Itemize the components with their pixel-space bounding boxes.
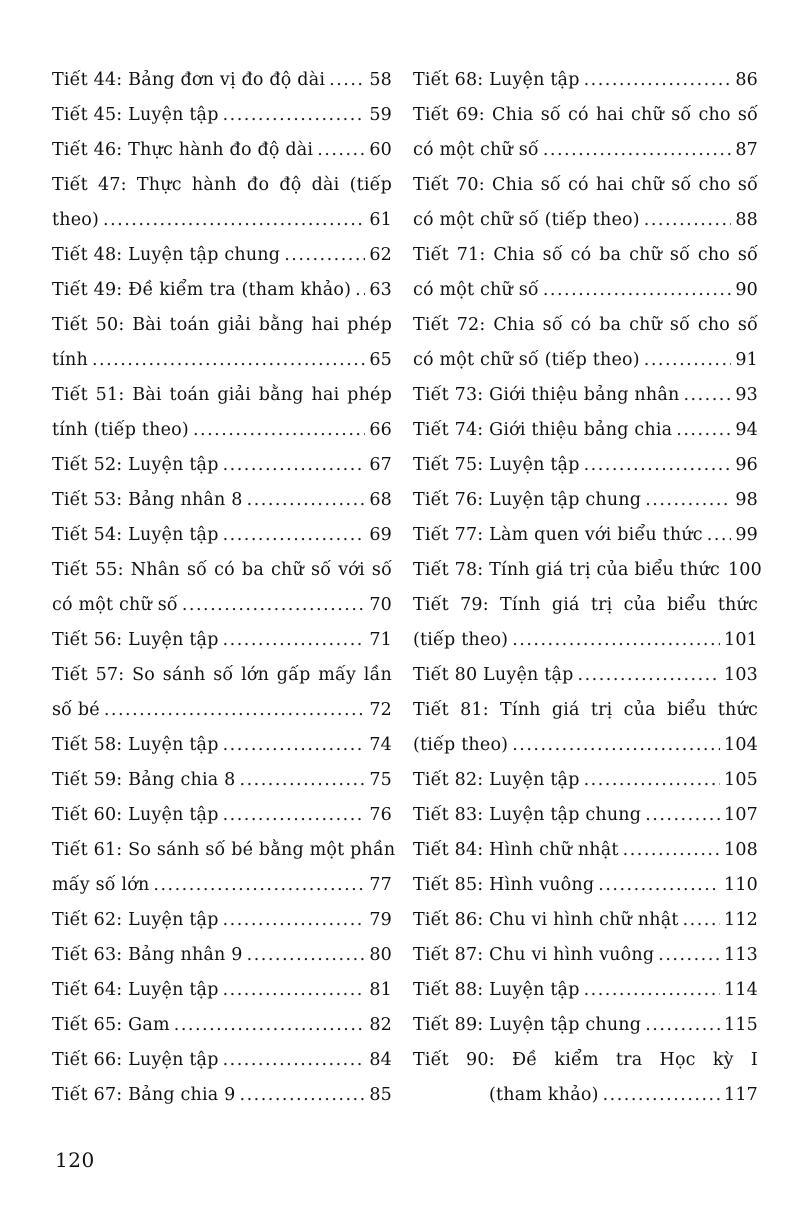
- toc-entry-page: 105: [723, 770, 758, 790]
- toc-entry-line: [413, 1043, 758, 1078]
- toc-entry-page: 60: [369, 140, 392, 160]
- toc-entry-page: 110: [723, 875, 758, 895]
- toc-entry-title: Tiết 57: So sánh số lớn gấp mấy lần: [52, 665, 392, 685]
- toc-entry: [52, 938, 392, 973]
- toc-entry-title: Tiết 61: So sánh số bé bằng một phần: [52, 840, 396, 860]
- toc-entry-page: 74: [369, 735, 392, 755]
- toc-entry-page: 77: [369, 875, 392, 895]
- toc-entry: [52, 973, 392, 1008]
- toc-entry-title-continued: (tiếp theo): [413, 735, 509, 755]
- toc-entry: [413, 693, 758, 763]
- toc-left-column: [52, 63, 396, 1113]
- toc-entry-title: Tiết 64: Luyện tập: [52, 980, 219, 1000]
- toc-entry: [413, 308, 758, 378]
- toc-entry-page: 59: [369, 105, 392, 125]
- toc-entry: [52, 378, 392, 448]
- toc-entry-line: [413, 133, 758, 168]
- toc-entry-page: 113: [723, 945, 758, 965]
- dot-leader: [355, 273, 365, 308]
- toc-entry-page: 67: [369, 455, 392, 475]
- toc-entry-page: 61: [369, 210, 392, 230]
- dot-leader: [223, 728, 366, 763]
- dot-leader: [329, 63, 365, 98]
- toc-entry-title: Tiết 62: Luyện tập: [52, 910, 219, 930]
- toc-entry-page: 99: [735, 525, 758, 545]
- dot-leader: [174, 1008, 366, 1043]
- toc-entry-line: [52, 133, 392, 168]
- toc-entry-line: [413, 63, 758, 98]
- toc-entry-page: 104: [723, 735, 758, 755]
- toc-entry-page: 82: [369, 1015, 392, 1035]
- toc-entry-title: Tiết 56: Luyện tập: [52, 630, 219, 650]
- toc-entry-page: 63: [369, 280, 392, 300]
- toc-entry-title-continued: (tiếp theo): [413, 630, 509, 650]
- toc-entry: [52, 168, 392, 238]
- dot-leader: [543, 273, 732, 308]
- toc-entry-title: Tiết 70: Chia số có hai chữ số cho số: [413, 175, 758, 195]
- toc-entry-line: [413, 483, 758, 518]
- toc-entry-line: [52, 98, 392, 133]
- toc-entry-page: 90: [735, 280, 758, 300]
- toc-entry-line: [413, 448, 758, 483]
- toc-entry-title-continued: mấy số lớn: [52, 875, 150, 895]
- toc-entry-line: [413, 1078, 758, 1113]
- toc-entry-page: 114: [723, 980, 758, 1000]
- toc-entry-line: [52, 238, 392, 273]
- toc-entry-line: [413, 308, 758, 343]
- dot-leader: [512, 623, 720, 658]
- toc-entry-title: Tiết 82: Luyện tập: [413, 770, 580, 790]
- dot-leader: [223, 903, 366, 938]
- dot-leader: [240, 1078, 366, 1113]
- toc-entry-line: [413, 763, 758, 798]
- dot-leader: [645, 1008, 720, 1043]
- toc-entry-title: Tiết 79: Tính giá trị của biểu thức: [413, 595, 758, 615]
- toc-entry: [413, 938, 758, 973]
- toc-entry-title-continued: có một chữ số: [52, 595, 178, 615]
- toc-entry-line: [52, 798, 392, 833]
- toc-entry: [413, 518, 758, 553]
- toc-entry: [413, 168, 758, 238]
- toc-entry: [413, 973, 758, 1008]
- toc-entry-page: 85: [369, 1085, 392, 1105]
- toc-entry-line: [413, 623, 758, 658]
- toc-entry: [52, 798, 392, 833]
- toc-entry-title: Tiết 67: Bảng chia 9: [52, 1085, 236, 1105]
- dot-leader: [247, 483, 366, 518]
- dot-leader: [182, 588, 366, 623]
- toc-entry-title: Tiết 75: Luyện tập: [413, 455, 580, 475]
- dot-leader: [707, 518, 732, 553]
- toc-entry-page: 100: [727, 560, 762, 580]
- toc-entry-title: Tiết 86: Chu vi hình chữ nhật: [413, 910, 679, 930]
- toc-entry-line: [52, 833, 396, 868]
- toc-entry-line: [413, 1008, 758, 1043]
- toc-entry-page: 93: [735, 385, 758, 405]
- toc-entry-line: [413, 238, 758, 273]
- dot-leader: [92, 343, 365, 378]
- toc-entry-page: 76: [369, 805, 392, 825]
- dot-leader: [645, 798, 720, 833]
- toc-entry-line: [52, 1078, 392, 1113]
- toc-entry-page: 117: [723, 1085, 758, 1105]
- toc-entry-title: Tiết 50: Bài toán giải bằng hai phép: [52, 315, 392, 335]
- toc-entry-title-continued: có một chữ số: [413, 280, 539, 300]
- dot-leader: [584, 448, 732, 483]
- toc-entry-line: [52, 1043, 392, 1078]
- toc-entry-line: [413, 518, 758, 553]
- toc-entry-line: [413, 413, 758, 448]
- toc-entry-line: [413, 553, 762, 588]
- toc-entry-page: 71: [369, 630, 392, 650]
- toc-entry-page: 112: [723, 910, 758, 930]
- dot-leader: [644, 343, 732, 378]
- dot-leader: [223, 98, 366, 133]
- dot-leader: [603, 1078, 720, 1113]
- toc-entry-line: [52, 273, 392, 308]
- toc-entry-title: Tiết 55: Nhân số có ba chữ số với số: [52, 560, 392, 580]
- toc-entry-line: [52, 63, 392, 98]
- toc-entry-line: [413, 868, 758, 903]
- toc-entry-title: Tiết 58: Luyện tập: [52, 735, 219, 755]
- toc-entry-line: [52, 518, 392, 553]
- dot-leader: [598, 868, 720, 903]
- toc-entry-page: 94: [735, 420, 758, 440]
- toc-entry-title: Tiết 54: Luyện tập: [52, 525, 219, 545]
- toc-entry: [52, 448, 392, 483]
- dot-leader: [223, 448, 366, 483]
- toc-entry-title: Tiết 87: Chu vi hình vuông: [413, 945, 655, 965]
- toc-entry-line: [413, 98, 758, 133]
- toc-entry-title: Tiết 89: Luyện tập chung: [413, 1015, 642, 1035]
- toc-entry: [52, 903, 392, 938]
- dot-leader: [284, 238, 365, 273]
- toc-entry-line: [52, 308, 392, 343]
- dot-leader: [644, 203, 732, 238]
- toc-entry-title: Tiết 69: Chia số có hai chữ số cho số: [413, 105, 758, 125]
- toc-entry-page: 81: [369, 980, 392, 1000]
- toc-entry-title-continued: có một chữ số (tiếp theo): [413, 350, 640, 370]
- page-number: 120: [55, 1148, 95, 1172]
- dot-leader: [153, 868, 365, 903]
- toc-entry-line: [52, 623, 392, 658]
- toc-entry: [52, 1043, 392, 1078]
- toc-entry-line: [413, 903, 758, 938]
- toc-entry-title: Tiết 46: Thực hành đo độ dài: [52, 140, 314, 160]
- toc-entry-title: Tiết 68: Luyện tập: [413, 70, 580, 90]
- toc-entry-line: [52, 168, 392, 203]
- toc-entry-line: [413, 203, 758, 238]
- dot-leader: [683, 903, 720, 938]
- toc-entry-title: Tiết 90: Đề kiểm tra Học kỳ I: [413, 1050, 758, 1070]
- toc-entry-title: Tiết 59: Bảng chia 8: [52, 770, 236, 790]
- toc-entry-title: Tiết 60: Luyện tập: [52, 805, 219, 825]
- toc-entry-line: [413, 658, 758, 693]
- toc-entry-line: [413, 273, 758, 308]
- toc-entry-line: [413, 378, 758, 413]
- toc-entry: [52, 728, 392, 763]
- toc-entry-page: 68: [369, 490, 392, 510]
- toc-entry-line: [413, 973, 758, 1008]
- toc-entry-title: Tiết 76: Luyện tập chung: [413, 490, 642, 510]
- toc-entry-title-continued: có một chữ số: [413, 140, 539, 160]
- toc-entry: [52, 308, 392, 378]
- toc-entry-page: 101: [723, 630, 758, 650]
- toc-entry-page: 79: [369, 910, 392, 930]
- toc-entry-title: Tiết 72: Chia số có ba chữ số cho số: [413, 315, 758, 335]
- toc-entry: [52, 833, 396, 903]
- toc-entry: [413, 903, 758, 938]
- toc-entry: [413, 413, 758, 448]
- toc-entry-title: Tiết 71: Chia số có ba chữ số cho số: [413, 245, 758, 265]
- toc-entry-page: 84: [369, 1050, 392, 1070]
- toc-entry-line: [52, 693, 392, 728]
- dot-leader: [578, 658, 720, 693]
- toc-entry-line: [52, 1008, 392, 1043]
- dot-leader: [104, 693, 366, 728]
- toc-entry-line: [52, 938, 392, 973]
- toc-entry-page: 96: [735, 455, 758, 475]
- toc-entry-line: [52, 203, 392, 238]
- toc-entry: [413, 763, 758, 798]
- dot-leader: [584, 63, 732, 98]
- dot-leader: [584, 973, 720, 1008]
- toc-entry-line: [52, 868, 392, 903]
- toc-entry-title-continued: tính: [52, 350, 88, 370]
- toc-entry-title: Tiết 81: Tính giá trị của biểu thức: [413, 700, 758, 720]
- toc-entry-title: Tiết 83: Luyện tập chung: [413, 805, 642, 825]
- toc-entry-page: 115: [723, 1015, 758, 1035]
- dot-leader: [623, 833, 720, 868]
- toc-entry: [413, 1008, 758, 1043]
- toc-entry-page: 66: [369, 420, 392, 440]
- toc-entry: [52, 1008, 392, 1043]
- toc-entry-page: 69: [369, 525, 392, 545]
- toc-entry-line: [52, 448, 392, 483]
- toc-entry-line: [52, 553, 392, 588]
- toc-entry: [52, 238, 392, 273]
- toc-entry-line: [413, 938, 758, 973]
- dot-leader: [223, 518, 366, 553]
- dot-leader: [193, 413, 365, 448]
- dot-leader: [543, 133, 732, 168]
- toc-entry: [413, 868, 758, 903]
- dot-leader: [247, 938, 366, 973]
- dot-leader: [223, 623, 366, 658]
- toc-entry: [413, 378, 758, 413]
- dot-leader: [658, 938, 720, 973]
- toc-entry-title: Tiết 80 Luyện tập: [413, 665, 574, 685]
- toc-entry-title: Tiết 85: Hình vuông: [413, 875, 595, 895]
- toc-entry: [52, 553, 392, 623]
- toc-entry-title: Tiết 73: Giới thiệu bảng nhân: [413, 385, 680, 405]
- toc-entry: [413, 448, 758, 483]
- toc-entry-page: 58: [369, 70, 392, 90]
- toc-entry-page: 75: [369, 770, 392, 790]
- toc-entry: [413, 833, 758, 868]
- toc-entry-page: 107: [723, 805, 758, 825]
- toc-entry-title: Tiết 66: Luyện tập: [52, 1050, 219, 1070]
- toc-entry: [52, 658, 392, 728]
- dot-leader: [223, 973, 366, 1008]
- toc-entry-title: Tiết 51: Bài toán giải bằng hai phép: [52, 385, 392, 405]
- toc-entry-title-continued: số bé: [52, 700, 100, 720]
- dot-leader: [103, 203, 365, 238]
- toc-entry-line: [413, 343, 758, 378]
- toc-entry: [52, 63, 392, 98]
- toc-entry-title: Tiết 47: Thực hành đo độ dài (tiếp: [52, 175, 392, 195]
- toc-entry-line: [52, 343, 392, 378]
- toc-entry-line: [413, 588, 758, 623]
- toc-entry-title: Tiết 84: Hình chữ nhật: [413, 840, 619, 860]
- toc-entry-title-continued: có một chữ số (tiếp theo): [413, 210, 640, 230]
- toc-entry: [413, 798, 758, 833]
- toc-entry: [52, 518, 392, 553]
- toc-entry-page: 91: [735, 350, 758, 370]
- toc-entry-page: 98: [735, 490, 758, 510]
- toc-entry-title: Tiết 63: Bảng nhân 9: [52, 945, 243, 965]
- dot-leader: [584, 763, 720, 798]
- toc-entry-title: Tiết 52: Luyện tập: [52, 455, 219, 475]
- toc-entry-title: Tiết 88: Luyện tập: [413, 980, 580, 1000]
- dot-leader: [676, 413, 731, 448]
- dot-leader: [223, 798, 366, 833]
- toc-entry-page: 87: [735, 140, 758, 160]
- toc-entry-title: Tiết 77: Làm quen với biểu thức: [413, 525, 703, 545]
- toc-entry-title: Tiết 53: Bảng nhân 8: [52, 490, 243, 510]
- toc-entry: [413, 98, 758, 168]
- dot-leader: [223, 1043, 366, 1078]
- toc-entry: [52, 623, 392, 658]
- toc-entry-title: Tiết 74: Giới thiệu bảng chia: [413, 420, 673, 440]
- toc-entry: [413, 553, 762, 588]
- toc-entry-page: 70: [369, 595, 392, 615]
- dot-leader: [512, 728, 720, 763]
- toc-entry-line: [52, 483, 392, 518]
- toc-entry-line: [52, 378, 392, 413]
- toc-entry-line: [52, 973, 392, 1008]
- toc-entry: [52, 1078, 392, 1113]
- toc-entry-line: [52, 588, 392, 623]
- toc-entry-page: 86: [735, 70, 758, 90]
- toc-entry: [413, 588, 758, 658]
- toc-entry: [413, 483, 758, 518]
- toc-entry-line: [413, 168, 758, 203]
- toc-entry-page: 80: [369, 945, 392, 965]
- toc-entry-title-continued: theo): [52, 210, 100, 230]
- toc-entry-title: Tiết 78: Tính giá trị của biểu thức: [413, 560, 720, 580]
- toc-entry-line: [413, 693, 758, 728]
- toc-entry: [413, 238, 758, 308]
- toc-entry-line: [52, 728, 392, 763]
- toc-entry: [413, 63, 758, 98]
- toc-entry: [52, 763, 392, 798]
- toc-entry-page: 88: [735, 210, 758, 230]
- toc-entry-line: [52, 763, 392, 798]
- dot-leader: [683, 378, 731, 413]
- toc-entry-page: 65: [369, 350, 392, 370]
- toc-entry-line: [52, 658, 392, 693]
- toc-entry-title: Tiết 65: Gam: [52, 1015, 170, 1035]
- toc-entry-title-continued: tính (tiếp theo): [52, 420, 189, 440]
- toc-entry-title: Tiết 49: Đề kiểm tra (tham khảo): [52, 280, 352, 300]
- toc-entry-title-continued: (tham khảo): [489, 1085, 599, 1105]
- toc-entry-line: [413, 798, 758, 833]
- toc-entry-line: [413, 833, 758, 868]
- toc-right-column: [413, 63, 762, 1113]
- dot-leader: [317, 133, 365, 168]
- dot-leader: [645, 483, 731, 518]
- toc-entry: [413, 658, 758, 693]
- toc-entry-page: 103: [723, 665, 758, 685]
- toc-entry-line: [52, 413, 392, 448]
- toc-entry: [52, 483, 392, 518]
- toc-entry: [52, 273, 392, 308]
- toc-entry-title: Tiết 44: Bảng đơn vị đo độ dài: [52, 70, 326, 90]
- toc-entry-line: [52, 903, 392, 938]
- toc-entry: [52, 133, 392, 168]
- toc-entry-line: [413, 728, 758, 763]
- toc-entry: [52, 98, 392, 133]
- toc-entry-page: 72: [369, 700, 392, 720]
- toc-entry-page: 108: [723, 840, 758, 860]
- toc-entry-title: Tiết 45: Luyện tập: [52, 105, 219, 125]
- toc-entry-title: Tiết 48: Luyện tập chung: [52, 245, 281, 265]
- dot-leader: [240, 763, 366, 798]
- toc-entry-page: 62: [369, 245, 392, 265]
- toc-entry: [413, 1043, 758, 1113]
